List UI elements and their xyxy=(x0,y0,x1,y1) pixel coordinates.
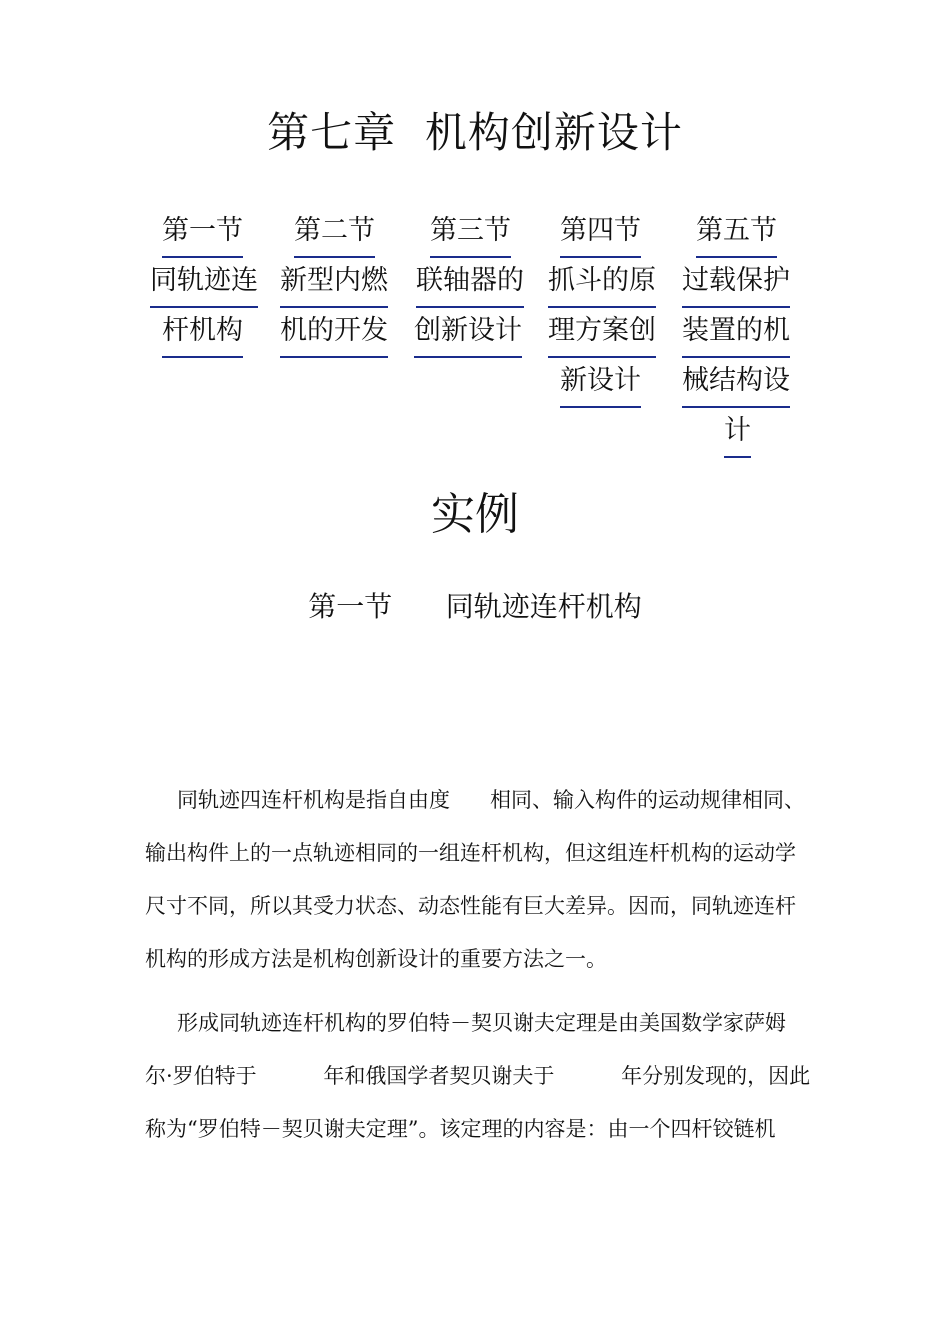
nav-section-2-title-line[interactable]: 机的开发 xyxy=(280,308,388,358)
paragraph-line: 尔·罗伯特于 年和俄国学者契贝谢夫于 年分别发现的，因此 xyxy=(145,1064,811,1088)
paragraph-line: 同轨迹四连杆机构是指自由度 相同、输入构件的运动规律相同、 xyxy=(177,788,806,812)
nav-section-3-title-line[interactable]: 创新设计 xyxy=(414,308,522,358)
nav-section-5-title-line[interactable]: 过载保护 xyxy=(682,258,790,308)
nav-section-1-title-line[interactable]: 杆机构 xyxy=(162,308,243,358)
paragraph-line: 机构的形成方法是机构创新设计的重要方法之一。 xyxy=(145,947,607,971)
nav-section-1-label[interactable]: 第一节 xyxy=(162,208,243,258)
nav-section-3-title-line[interactable]: 联轴器的 xyxy=(416,258,524,308)
nav-section-4-title-line[interactable]: 理方案创 xyxy=(548,308,656,358)
paragraph-line: 称为“罗伯特－契贝谢夫定理”。该定理的内容是：由一个四杆铰链机 xyxy=(145,1117,776,1141)
paragraph-1 xyxy=(145,774,815,986)
section-nav xyxy=(146,208,816,468)
nav-section-5-title-line[interactable]: 械结构设 xyxy=(682,358,790,408)
nav-section-1-title-line[interactable]: 同轨迹连 xyxy=(150,258,258,308)
nav-section-5-label[interactable]: 第五节 xyxy=(696,208,777,258)
nav-section-2-label[interactable]: 第二节 xyxy=(294,208,375,258)
subtitle: 实例 xyxy=(431,489,519,540)
paragraph-line: 形成同轨迹连杆机构的罗伯特－契贝谢夫定理是由美国数学家萨姆 xyxy=(177,1011,786,1035)
section-heading: 第一节 同轨迹连杆机构 xyxy=(308,590,642,623)
nav-section-2-title-line[interactable]: 新型内燃 xyxy=(280,258,388,308)
nav-section-5-title-line[interactable]: 装置的机 xyxy=(682,308,790,358)
nav-section-4-title-line[interactable]: 抓斗的原 xyxy=(548,258,656,308)
paragraph-line: 输出构件上的一点轨迹相同的一组连杆机构，但这组连杆机构的运动学 xyxy=(145,841,796,865)
paragraph-line: 尺寸不同，所以其受力状态、动态性能有巨大差异。因而，同轨迹连杆 xyxy=(145,894,796,918)
nav-section-4-title-line[interactable]: 新设计 xyxy=(560,358,641,408)
nav-section-4-label[interactable]: 第四节 xyxy=(560,208,641,258)
chapter-title: 第七章 机构创新设计 xyxy=(267,108,683,157)
paragraph-2 xyxy=(145,997,815,1156)
nav-section-3-label[interactable]: 第三节 xyxy=(430,208,511,258)
nav-section-5-title-line[interactable]: 计 xyxy=(724,408,751,458)
